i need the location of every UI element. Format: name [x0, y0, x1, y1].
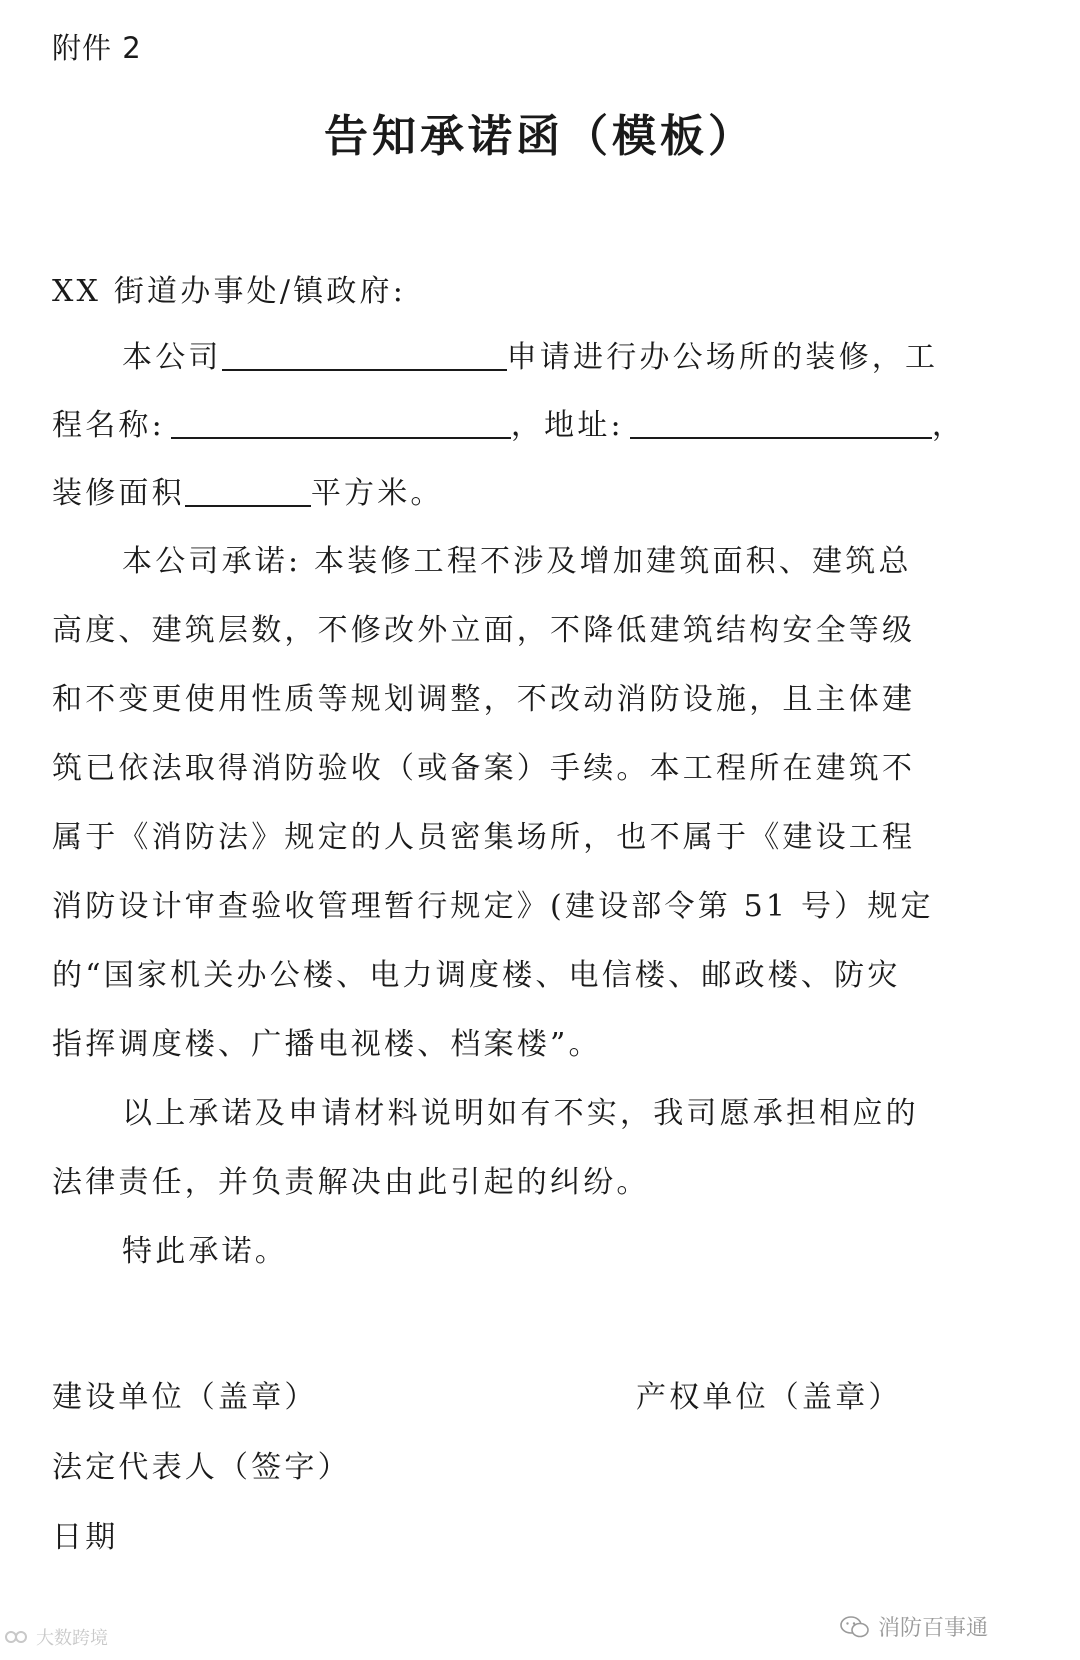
address-label: ，地址:	[510, 408, 624, 443]
date-label: 日期	[52, 1520, 119, 1555]
comma: ，	[931, 408, 966, 443]
para1-line3	[52, 474, 444, 514]
para2-line: 指挥调度楼、广播电视楼、档案楼”。	[52, 1027, 602, 1062]
area-label: 装修面积	[52, 476, 185, 511]
project-name-blank[interactable]	[171, 407, 511, 439]
company-name-blank[interactable]	[222, 339, 507, 371]
para1-line2	[52, 406, 965, 446]
apply-text: 申请进行办公场所的装修，工	[506, 340, 939, 375]
para2-line: 属于《消防法》规定的人员密集场所，也不属于《建设工程	[52, 820, 916, 855]
area-unit: 平方米。	[310, 476, 444, 511]
owner-seal-label: 产权单位（盖章）	[636, 1380, 902, 1415]
watermark-left-text: 大数跨境	[36, 1628, 108, 1649]
logo-icon	[4, 1628, 32, 1646]
document-title: 告知承诺函（模板）	[324, 111, 756, 162]
legal-rep-label: 法定代表人（签字）	[52, 1450, 351, 1485]
para2-line: 和不变更使用性质等规划调整，不改动消防设施，且主体建	[52, 682, 916, 717]
addressee: XX 街道办事处/镇政府:	[52, 274, 407, 309]
attachment-label: 附件 2	[52, 31, 142, 65]
project-name-label: 程名称:	[52, 408, 165, 443]
para2-line: 筑已依法取得消防验收（或备案）手续。本工程所在建筑不	[52, 751, 916, 786]
para3-line: 以上承诺及申请材料说明如有不实，我司愿承担相应的	[122, 1096, 919, 1131]
para3-line: 法律责任，并负责解决由此引起的纠纷。	[52, 1165, 650, 1200]
watermark-right-text: 消防百事通	[877, 1616, 988, 1641]
company-prefix: 本公司	[122, 340, 222, 375]
para2-line: 本公司承诺: 本装修工程不涉及增加建筑面积、建筑总	[122, 544, 912, 579]
area-blank[interactable]	[185, 475, 311, 507]
para2-line: 消防设计审查验收管理暂行规定》(建设部令第 51 号）规定	[52, 889, 934, 924]
para2-line: 高度、建筑层数，不修改外立面，不降低建筑结构安全等级	[52, 613, 916, 648]
para1-line1	[122, 338, 938, 378]
watermark-right	[840, 1611, 988, 1642]
closing-text: 特此承诺。	[122, 1234, 288, 1269]
builder-seal-label: 建设单位（盖章）	[52, 1380, 318, 1415]
address-blank[interactable]	[630, 407, 932, 439]
watermark-left	[4, 1624, 108, 1650]
para2-line: 的“国家机关办公楼、电力调度楼、电信楼、邮政楼、防灾	[52, 958, 901, 993]
wechat-icon	[840, 1616, 870, 1638]
